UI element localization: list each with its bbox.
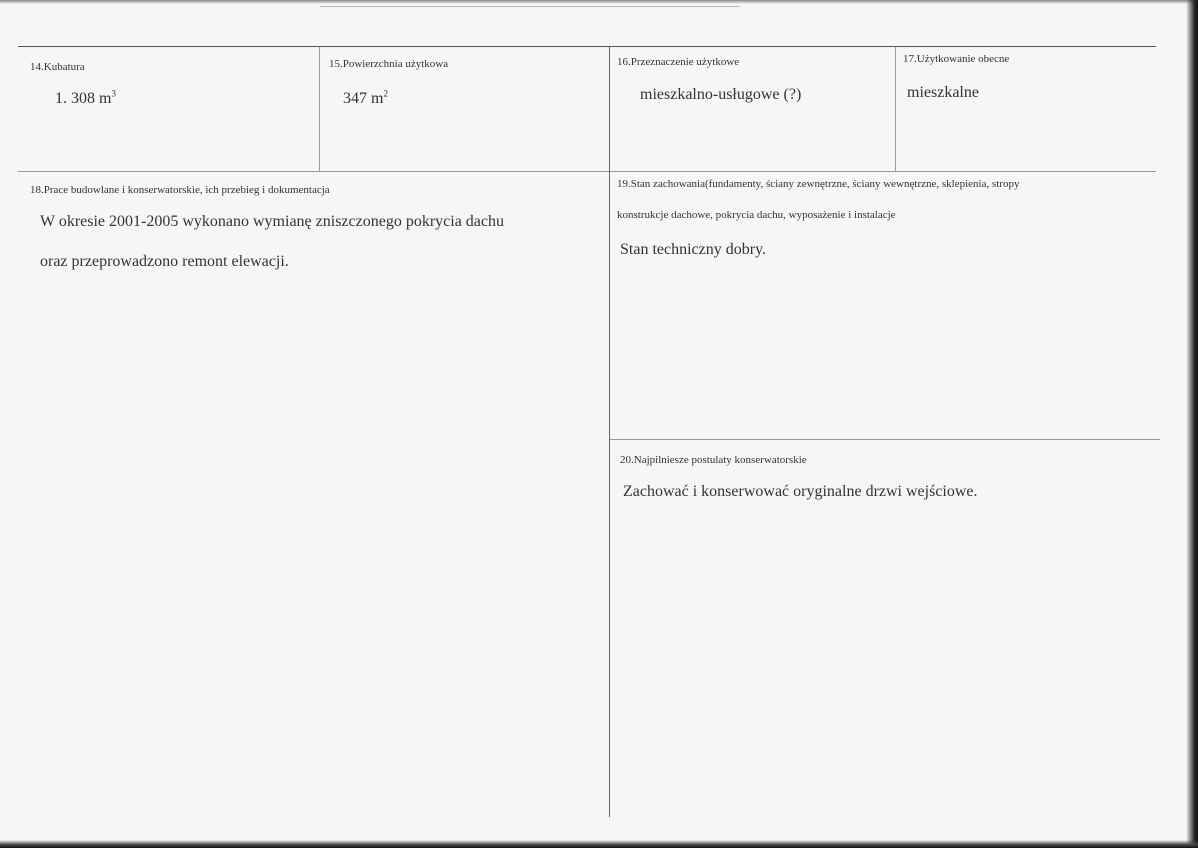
scan-top-marks — [320, 6, 740, 9]
field-20-value: Zachować i konserwować oryginalne drzwi wejściowe. — [623, 483, 978, 500]
field-15-value-text: 347 m — [343, 90, 384, 107]
scan-top-edge — [0, 0, 1198, 4]
scan-bottom-edge — [0, 840, 1198, 848]
field-14-value-text: 1. 308 m — [55, 90, 112, 107]
column-divider-center — [609, 47, 610, 817]
field-17-label: 17.Użytkowanie obecne — [903, 53, 1010, 65]
field-19-label-line-2: konstrukcje dachowe, pokrycia dachu, wyposażenie i instalacje — [617, 209, 896, 221]
field-14-unit-exponent: 3 — [111, 88, 116, 99]
field-18-value-line-1: W okresie 2001-2005 wykonano wymianę zniszczonego pokrycia dachu — [40, 213, 505, 230]
field-15-label: 15.Powierzchnia użytkowa — [329, 58, 449, 70]
row-divider-upper — [18, 171, 1156, 172]
field-14-label: 14.Kubatura — [30, 61, 85, 73]
column-divider-14-15 — [319, 47, 320, 171]
field-20-label: 20.Najpilniesze postulaty konserwatorskie — [620, 454, 807, 466]
field-18-value-line-2: oraz przeprowadzono remont elewacji. — [40, 253, 289, 270]
field-19-value: Stan techniczny dobry. — [620, 241, 767, 258]
field-15-value — [343, 89, 388, 109]
field-16-value: mieszkalno-usługowe (?) — [640, 86, 802, 103]
scan-right-edge — [1186, 0, 1198, 848]
field-18-label: 18.Prace budowlane i konserwatorskie, ich przebieg i dokumentacja — [30, 184, 330, 196]
field-17-value: mieszkalne — [907, 84, 979, 101]
column-divider-16-17 — [895, 47, 896, 171]
field-15-unit-exponent: 2 — [383, 88, 388, 99]
table-top-border — [18, 46, 1156, 47]
field-16-label: 16.Przeznaczenie użytkowe — [617, 56, 740, 68]
field-19-label-line-1: 19.Stan zachowania(fundamenty, ściany zewnętrzne, ściany wewnętrzne, sklepienia, stropy — [617, 178, 1020, 190]
row-divider-right — [610, 439, 1160, 440]
field-14-value — [55, 89, 116, 109]
